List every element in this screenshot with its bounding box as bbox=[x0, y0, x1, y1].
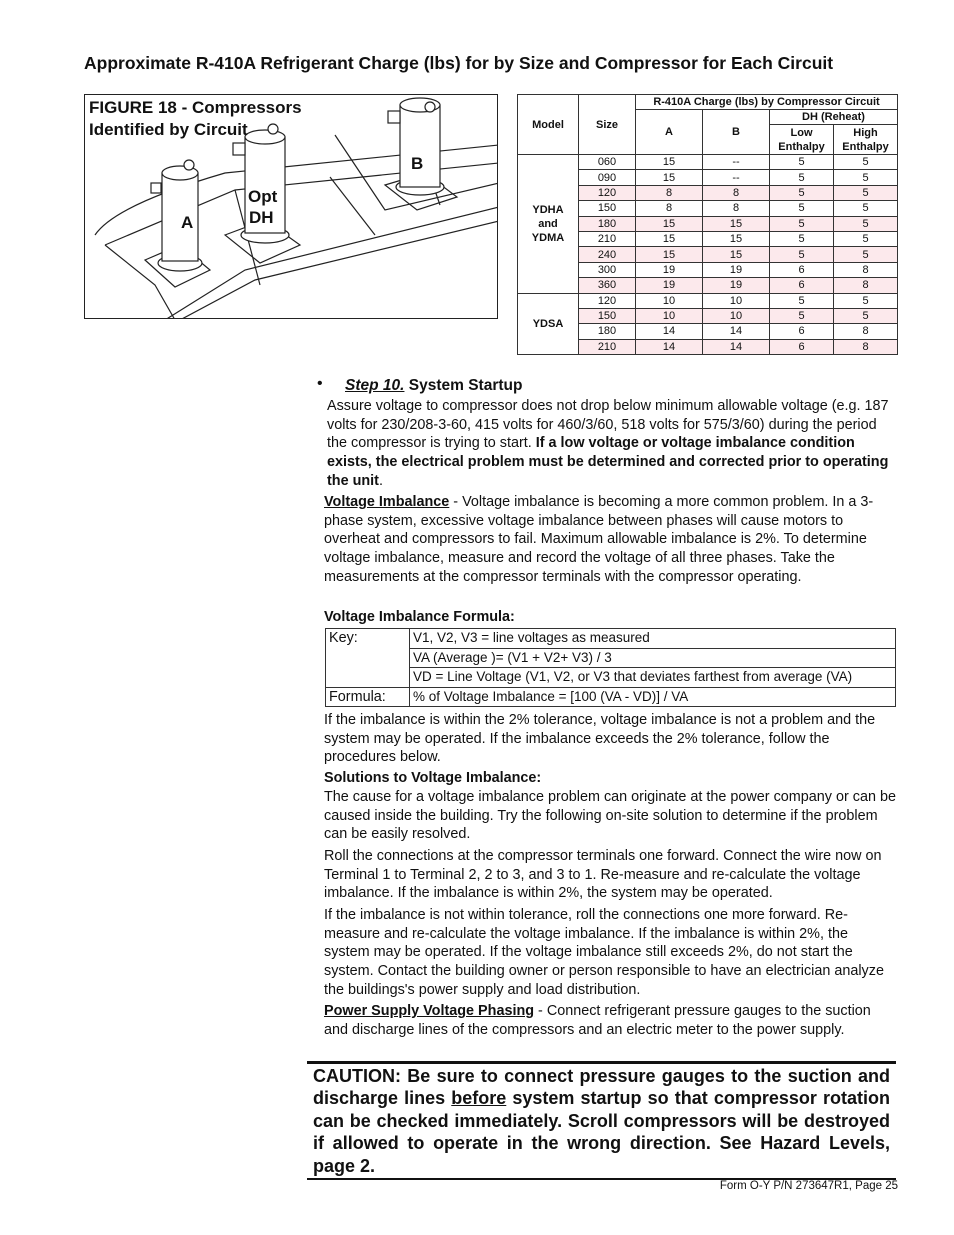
cell-high: 5 bbox=[834, 185, 898, 200]
cell-size: 120 bbox=[579, 293, 636, 308]
formula-table bbox=[325, 628, 896, 707]
cell-high: 5 bbox=[834, 155, 898, 170]
step-label: Step 10. bbox=[345, 377, 405, 394]
cell-low: 5 bbox=[770, 308, 834, 323]
step-heading bbox=[345, 377, 522, 395]
page-title: Approximate R-410A Refrigerant Charge (lbs) for by Size and Compressor for Each Circuit bbox=[84, 53, 834, 73]
cell-high: 8 bbox=[834, 339, 898, 354]
cell-a: 14 bbox=[636, 324, 703, 339]
model-ydha-ydma: YDHA and YDMA bbox=[518, 155, 579, 294]
caution-rule-top bbox=[307, 1061, 896, 1064]
refrigerant-charge-table bbox=[517, 94, 898, 355]
cell-size: 150 bbox=[579, 201, 636, 216]
cell-high: 8 bbox=[834, 262, 898, 277]
cell-high: 5 bbox=[834, 216, 898, 231]
cell-b: -- bbox=[703, 155, 770, 170]
col-high-header: High Enthalpy bbox=[834, 125, 898, 155]
cell-b: 8 bbox=[703, 201, 770, 216]
startup-paragraph: Assure voltage to compressor does not drop below minimum allowable voltage (e.g. 187 volts for 230/208-3-60, 415 volts for 460/3/60, 518 volts for 575/3/60) during the period the compressor is trying to start. If a low voltage or voltage imbalance condition exists, the electrical problem must be determined and corrected prior to operating the unit. bbox=[327, 398, 889, 489]
solutions-paragraph: The cause for a voltage imbalance problem can originate at the power company or can be caused inside the building. Try the following on-site solution to determine if the problem can be easily resolved. bbox=[324, 789, 896, 843]
cell-size: 240 bbox=[579, 247, 636, 262]
cell-a: 15 bbox=[636, 231, 703, 246]
cell-b: 10 bbox=[703, 308, 770, 323]
cell-b: 14 bbox=[703, 324, 770, 339]
cell-size: 060 bbox=[579, 155, 636, 170]
key-line: VD = Line Voltage (V1, V2, or V3 that deviates farthest from average (VA) bbox=[410, 668, 896, 688]
cell-low: 6 bbox=[770, 324, 834, 339]
phasing-paragraph: Power Supply Voltage Phasing - Connect refrigerant pressure gauges to the suction and discharge lines of the compressors and an electric meter to the power supply. bbox=[324, 1003, 871, 1038]
cell-a: 10 bbox=[636, 308, 703, 323]
cell-high: 5 bbox=[834, 308, 898, 323]
cell-low: 5 bbox=[770, 293, 834, 308]
compressor-b-icon bbox=[388, 98, 444, 195]
label-dh: DH bbox=[249, 208, 274, 227]
cell-a: 19 bbox=[636, 262, 703, 277]
cell-low: 6 bbox=[770, 339, 834, 354]
cell-b: 15 bbox=[703, 216, 770, 231]
cell-low: 5 bbox=[770, 247, 834, 262]
cell-size: 300 bbox=[579, 262, 636, 277]
key-line: VA (Average )= (V1 + V2+ V3) / 3 bbox=[410, 648, 896, 668]
key-label: Key: bbox=[326, 629, 410, 688]
label-opt: Opt bbox=[248, 187, 278, 206]
cell-size: 360 bbox=[579, 278, 636, 293]
cell-a: 15 bbox=[636, 170, 703, 185]
cell-a: 8 bbox=[636, 185, 703, 200]
cell-high: 8 bbox=[834, 278, 898, 293]
cell-low: 5 bbox=[770, 155, 834, 170]
figure-caption-line1: FIGURE 18 - Compressors bbox=[89, 98, 302, 117]
cell-high: 5 bbox=[834, 170, 898, 185]
cell-high: 5 bbox=[834, 247, 898, 262]
voltage-imbalance-heading: Voltage Imbalance bbox=[324, 494, 450, 510]
cell-a: 10 bbox=[636, 293, 703, 308]
cell-b: 14 bbox=[703, 339, 770, 354]
cell-high: 8 bbox=[834, 324, 898, 339]
not-within-paragraph: If the imbalance is not within tolerance, roll the connections one more forward. Re-measure and re-calculate the voltage imbalance. If the imbalance is within 2%, the system may be operated. If the voltage imbalance still exceeds 2%, do not start the system. Contact the building owner or person responsible to have an electrician analyze the buildings's power supply and load distribution. bbox=[324, 907, 884, 998]
step-title: System Startup bbox=[404, 377, 523, 394]
model-ydsa: YDSA bbox=[518, 293, 579, 355]
cell-size: 090 bbox=[579, 170, 636, 185]
cell-size: 180 bbox=[579, 216, 636, 231]
compressor-figure bbox=[84, 94, 498, 319]
cell-high: 5 bbox=[834, 293, 898, 308]
col-model-header: Model bbox=[518, 95, 579, 155]
label-b: B bbox=[411, 154, 424, 173]
formula-label: Formula: bbox=[326, 687, 410, 707]
cell-a: 19 bbox=[636, 278, 703, 293]
cell-low: 5 bbox=[770, 201, 834, 216]
cell-low: 5 bbox=[770, 185, 834, 200]
cell-b: 10 bbox=[703, 293, 770, 308]
cell-low: 5 bbox=[770, 170, 834, 185]
key-line: V1, V2, V3 = line voltages as measured bbox=[410, 629, 896, 649]
cell-high: 5 bbox=[834, 231, 898, 246]
cell-b: 19 bbox=[703, 278, 770, 293]
cell-a: 15 bbox=[636, 247, 703, 262]
group-header: R-410A Charge (lbs) by Compressor Circuit bbox=[636, 95, 898, 110]
cell-size: 210 bbox=[579, 339, 636, 354]
col-b-header: B bbox=[703, 110, 770, 155]
cell-b: 15 bbox=[703, 247, 770, 262]
cell-a: 15 bbox=[636, 216, 703, 231]
figure-caption-line2: Identified by Circuit bbox=[89, 120, 248, 139]
tolerance-paragraph: If the imbalance is within the 2% tolerance, voltage imbalance is not a problem and the system may be operated. If the imbalance exceeds the 2% tolerance, follow the procedures below. bbox=[324, 712, 876, 766]
roll-paragraph: Roll the connections at the compressor terminals one forward. Connect the wire now on Terminal 1 to Terminal 2, 2 to 3, and 3 to 1. Re-measure and re-calculate the voltage imbalance. If the imbalance is within 2%, the system may be operated. bbox=[324, 848, 882, 902]
cell-low: 6 bbox=[770, 278, 834, 293]
cell-low: 5 bbox=[770, 231, 834, 246]
cell-size: 180 bbox=[579, 324, 636, 339]
phasing-heading: Power Supply Voltage Phasing bbox=[324, 1003, 535, 1019]
formula-line: % of Voltage Imbalance = [100 (VA - VD)] / VA bbox=[410, 687, 896, 707]
formula-heading: Voltage Imbalance Formula: bbox=[324, 609, 515, 625]
cell-size: 150 bbox=[579, 308, 636, 323]
cell-low: 5 bbox=[770, 216, 834, 231]
label-a: A bbox=[181, 213, 194, 232]
voltage-imbalance-paragraph: Voltage Imbalance - Voltage imbalance is becoming a more common problem. In a 3-phase system, excessive voltage imbalance between phases will cause motors to overheat and compressors to fail. Maximum allowable imbalance is 2%. To determine voltage imbalance, measure and record the voltage of all three phases. Take the measurements at the compressor terminals with the compressor operating. bbox=[324, 494, 874, 585]
cell-a: 15 bbox=[636, 155, 703, 170]
page-footer: Form O-Y P/N 273647R1, Page 25 bbox=[719, 1180, 898, 1192]
caution-notice: CAUTION: Be sure to connect pressure gauges to the suction and discharge lines before system startup so that compressor rotation can be checked immediately. Scroll compressors will be destroyed if allowed to operate in the wrong direction. See Hazard Levels, page 2. bbox=[313, 1066, 890, 1176]
cell-high: 5 bbox=[834, 201, 898, 216]
col-a-header: A bbox=[636, 110, 703, 155]
cell-b: 15 bbox=[703, 231, 770, 246]
cell-b: 8 bbox=[703, 185, 770, 200]
dh-header: DH (Reheat) bbox=[770, 110, 898, 125]
cell-b: -- bbox=[703, 170, 770, 185]
bullet-icon: • bbox=[317, 375, 323, 392]
cell-low: 6 bbox=[770, 262, 834, 277]
cell-b: 19 bbox=[703, 262, 770, 277]
col-size-header: Size bbox=[579, 95, 636, 155]
solutions-heading: Solutions to Voltage Imbalance: bbox=[324, 770, 542, 786]
cell-a: 14 bbox=[636, 339, 703, 354]
cell-a: 8 bbox=[636, 201, 703, 216]
cell-size: 120 bbox=[579, 185, 636, 200]
col-low-header: Low Enthalpy bbox=[770, 125, 834, 155]
cell-size: 210 bbox=[579, 231, 636, 246]
figure-caption bbox=[89, 97, 302, 141]
